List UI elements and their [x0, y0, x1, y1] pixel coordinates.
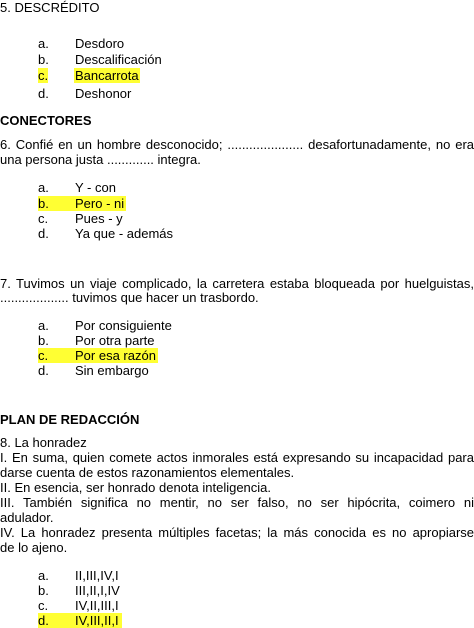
- option-letter: a.: [38, 180, 49, 195]
- q6-line-2: una persona justa ............. integra.: [0, 152, 201, 167]
- option-letter: b.: [38, 52, 49, 67]
- option-text: Y - con: [75, 180, 116, 195]
- option-text: Por otra parte: [75, 333, 155, 348]
- option-text: Deshonor: [75, 86, 132, 101]
- option-text: Descalificación: [75, 52, 162, 67]
- option-letter: d.: [38, 86, 49, 101]
- option-letter: b.: [38, 196, 49, 211]
- option-text: Pero - ni: [75, 196, 125, 211]
- option-text: Por consiguiente: [75, 318, 172, 333]
- option-letter: c.: [38, 211, 49, 226]
- option-letter: b.: [38, 333, 49, 348]
- option-text: Pues - y: [75, 211, 123, 226]
- option-letter: d.: [38, 226, 49, 241]
- option-letter: d.: [38, 613, 49, 628]
- option-text: Sin embargo: [75, 363, 149, 378]
- q8-line-3: II. En esencia, ser honrado denota inteligencia.: [0, 480, 272, 495]
- q8-line-2: darse cuenta de estos razonamientos elementales.: [0, 465, 295, 480]
- option-letter: d.: [38, 363, 49, 378]
- option-text: Bancarrota: [75, 68, 139, 83]
- option-letter: a.: [38, 36, 49, 51]
- q6-line-1: 6. Confié en un hombre desconocido; ..................... desafortunadamente, no era: [0, 137, 474, 152]
- option-text: IV,II,III,I: [75, 598, 119, 613]
- q8-line-4: III. También significa no mentir, no ser falso, no ser hipócrita, coimero ni: [0, 495, 474, 510]
- option-text: II,III,IV,I: [75, 568, 119, 583]
- q8-line-6: IV. La honradez presenta múltiples facetas; la más conocida es no apropiarse: [0, 525, 474, 540]
- option-letter: a.: [38, 318, 49, 333]
- option-letter: b.: [38, 583, 49, 598]
- q8-title: 8. La honradez: [0, 435, 87, 450]
- option-letter: c.: [38, 68, 49, 83]
- option-text: Ya que - además: [75, 226, 174, 241]
- q7-line-1: 7. Tuvimos un viaje complicado, la carretera estaba bloqueada por huelguistas,: [0, 276, 474, 291]
- q8-line-5: adulador.: [0, 510, 54, 525]
- q5-title: 5. DESCRÉDITO: [0, 0, 100, 15]
- section-heading-conectores: CONECTORES: [0, 113, 92, 128]
- option-letter: c.: [38, 348, 49, 363]
- option-letter: a.: [38, 568, 49, 583]
- q8-line-7: de lo ajeno.: [0, 540, 68, 555]
- section-heading-plan: PLAN DE REDACCIÓN: [0, 412, 140, 427]
- q8-line-1: I. En suma, quien comete actos inmorales está expresando su incapacidad para: [0, 450, 474, 465]
- option-text: Desdoro: [75, 36, 125, 51]
- option-text: Por esa razón: [75, 348, 156, 363]
- option-text: IV,III,II,I: [75, 613, 119, 628]
- option-text: III,II,I,IV: [75, 583, 120, 598]
- option-letter: c.: [38, 598, 49, 613]
- q7-line-2: ................... tuvimos que hacer un trasbordo.: [0, 290, 259, 305]
